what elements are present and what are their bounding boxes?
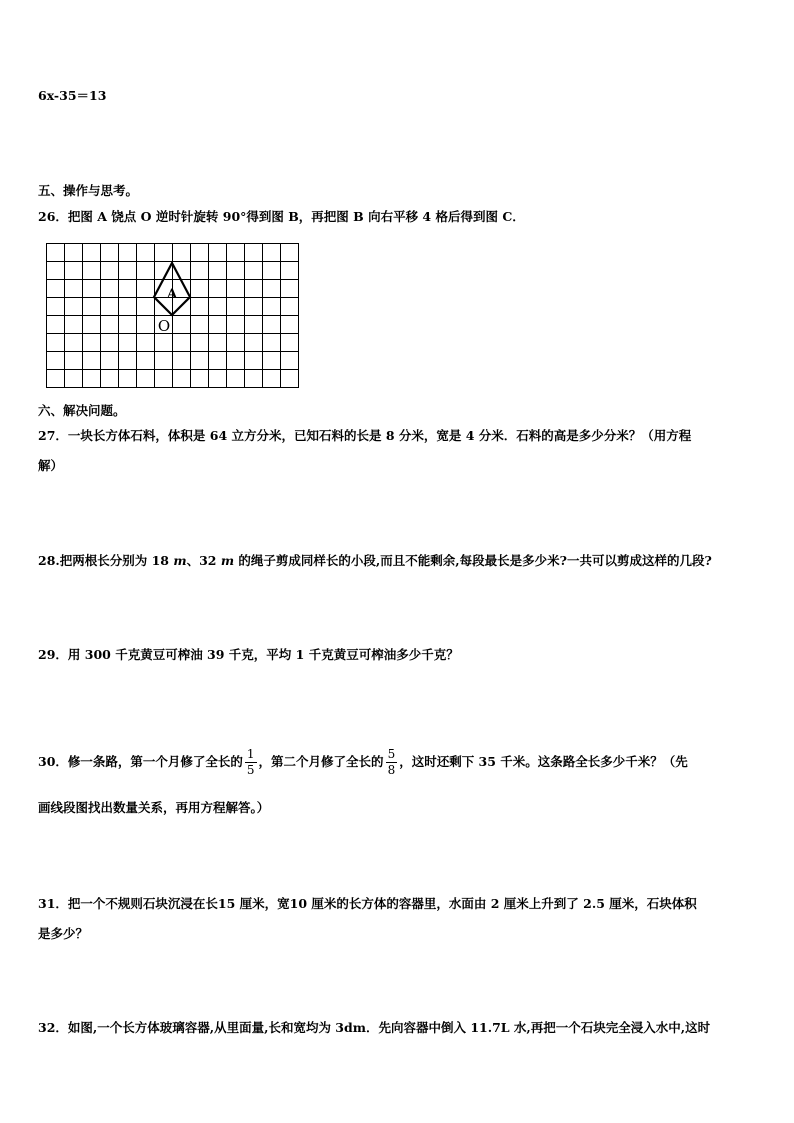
question-27-line1: 27．一块长方体石料，体积是 64 立方分米，已知石料的长是 8 分米，宽是 4 分米．石料的高是多少分米？（用方程 [38, 428, 692, 443]
fraction-numerator: 5 [387, 747, 396, 761]
q28-unit-1: m [173, 553, 187, 568]
question-32-line1: 32．如图,一个长方体玻璃容器,从里面量,长和宽均为 3dm．先向容器中倒入 11.7L 水,再把一个石块完全浸入水中,这时 [38, 1020, 711, 1035]
fraction-denominator: 5 [246, 763, 255, 777]
q30-text-2: ，第二个月修了全长的 [258, 754, 384, 769]
question-31-line1: 31．把一个不规则石块沉浸在长15 厘米，宽10 厘米的长方体的容器里，水面由 2 厘米上升到了 2.5 厘米，石块体积 [38, 896, 697, 911]
question-27-line2: 解） [38, 458, 64, 473]
fraction-one-fifth [245, 747, 257, 778]
question-31-line2: 是多少？ [38, 926, 89, 941]
grid-figure [46, 243, 302, 389]
section-6-title: 六、解决问题。 [38, 403, 126, 418]
fraction-numerator: 1 [246, 747, 255, 761]
q28-unit-2: m [220, 553, 235, 568]
question-30-line2: 画线段图找出数量关系，再用方程解答。） [38, 800, 270, 815]
point-o-label: O [157, 317, 171, 335]
question-30-line1 [38, 744, 688, 780]
fraction-five-eighths [386, 747, 398, 778]
q28-text-2: 、32 [186, 553, 221, 568]
q30-text-1: 30．修一条路，第一个月修了全长的 [38, 754, 243, 769]
question-28 [38, 553, 712, 569]
question-26: 26．把图 A 饶点 O 逆时针旋转 90°得到图 B，再把图 B 向右平移 4 格后得到图 C． [38, 209, 525, 224]
fraction-denominator: 8 [387, 763, 396, 777]
q30-text-3: ，这时还剩下 35 千米。这条路全长多少千米？（先 [399, 754, 688, 769]
q28-text-1: 28.把两根长分别为 18 [38, 553, 174, 568]
q28-text-3: 的绳子剪成同样长的小段,而且不能剩余,每段最长是多少米?一共可以剪成这样的几段? [234, 553, 712, 568]
section-5-title: 五、操作与思考。 [38, 183, 139, 198]
question-29: 29．用 300 千克黄豆可榨油 39 千克，平均 1 千克黄豆可榨油多少千克？ [38, 647, 459, 662]
equation-line: 6x-35＝13 [38, 88, 107, 103]
shape-a-label: A [166, 287, 178, 302]
